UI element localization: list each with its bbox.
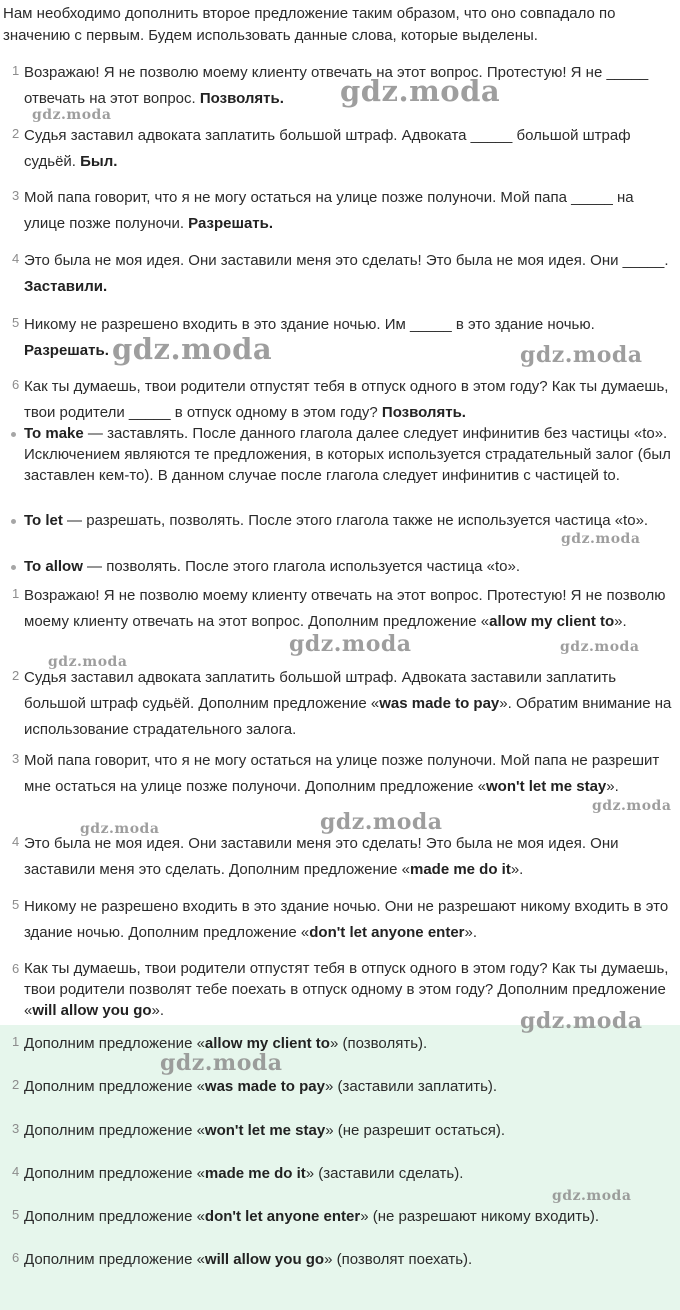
watermark: gdz.moda — [592, 798, 672, 814]
task-item — [0, 312, 674, 368]
answer-number: 2 — [12, 1077, 20, 1092]
explanation-item: 2 Судья заставил адвоката заплатить большой штраф. Адвоката заставили заплатить большой штраф судьёй. Дополним предложение «was made to pay». Обратим внимание на использование страдательного залога. — [0, 665, 674, 743]
task-number: 3 — [12, 188, 20, 203]
bullet-dot-icon — [11, 565, 16, 570]
answer-item: 3 Дополним предложение «won't let me stay» (не разрешит остаться). — [0, 1118, 674, 1144]
answer-phrase: don't let anyone enter — [309, 924, 465, 941]
task-item — [0, 60, 674, 112]
answer-item: 2 Дополним предложение «was made to pay» (заставили заплатить). — [0, 1074, 674, 1100]
task-number: 4 — [12, 251, 20, 266]
task-item — [0, 123, 674, 175]
rule-text: — позволять. После этого глагола используется частица «to». — [82, 558, 520, 575]
watermark: gdz.moda — [552, 1188, 632, 1204]
watermark: gdz.moda — [520, 342, 643, 368]
answer-item: 1 Дополним предложение «allow my client to» (позволять). — [0, 1031, 674, 1057]
rule-text: — разрешать, позволять. После этого глагола также не используется частица «to». — [62, 512, 649, 529]
intro-text: Нам необходимо дополнить второе предложение таким образом, что оно совпадало по значению с первым. Будем использовать данные слова, которые выделены. — [3, 5, 616, 44]
answer-phrase: won't let me stay — [486, 778, 607, 795]
task-keyword: Позволять. — [199, 90, 284, 107]
task-text: Мой папа говорит, что я не могу остаться на улице позже полуночи. Мой папа _____ на улице позже полуночи. — [24, 189, 634, 232]
watermark: gdz.moda — [340, 74, 501, 108]
explanation-item: 6 Как ты думаешь, твои родители отпустят тебя в отпуск одного в этом году? Как ты думаешь, твои родители позволят тебе поехать в отпуск одному в этом году? Дополним предложение «will allow you go». — [12, 960, 669, 1019]
answer-number: 3 — [12, 1121, 20, 1136]
task-number: 2 — [12, 126, 20, 141]
answer-phrase: won't let me stay — [204, 1122, 326, 1139]
explanation-number: 3 — [12, 751, 20, 766]
rule-term: To allow — [24, 558, 83, 575]
answer-phrase: made me do it — [409, 861, 511, 878]
explanation-number: 2 — [12, 668, 20, 683]
task-item — [0, 374, 674, 426]
answer-phrase: will allow you go — [32, 1002, 152, 1019]
task-keyword: Разрешать. — [24, 342, 109, 359]
task-text: Это была не моя идея. Они заставили меня это сделать! Это была не моя идея. Они _____. — [24, 252, 669, 269]
watermark: gdz.moda — [561, 531, 641, 547]
explanation-number: 1 — [12, 586, 20, 601]
task-text: Никому не разрешено входить в это здание ночью. Им _____ в это здание ночью. — [24, 316, 595, 333]
bullet-dot-icon — [11, 432, 16, 437]
watermark: gdz.moda — [32, 107, 112, 123]
watermark: gdz.moda — [289, 631, 412, 657]
answer-phrase: made me do it — [204, 1165, 306, 1182]
bullet-dot-icon — [11, 519, 16, 524]
rule-item — [0, 423, 674, 486]
explanation-number: 4 — [12, 834, 20, 849]
task-keyword: Был. — [80, 153, 118, 170]
rule-text: — заставлять. После данного глагола далее следует инфинитив без частицы «to». Исключением являются те предложения, в которых используется страдательный залог (был заставлен кем-то). В данном случае после глагола следует инфинитив с частицей to. — [24, 425, 671, 484]
answer-phrase: allow my client to — [204, 1035, 330, 1052]
answer-item: 6 Дополним предложение «will allow you go» (позволят поехать). — [0, 1247, 674, 1273]
explanation-item: 5 Никому не разрешено входить в это здание ночью. Они не разрешают никому входить в это здание ночью. Дополним предложение «don't let anyone enter». — [0, 894, 674, 946]
answer-number: 5 — [12, 1207, 20, 1222]
watermark: gdz.moda — [112, 332, 273, 366]
task-item — [0, 185, 674, 237]
watermark: gdz.moda — [80, 821, 160, 837]
rule-item — [0, 510, 674, 531]
answer-number: 1 — [12, 1034, 20, 1049]
task-keyword: Позволять. — [381, 404, 466, 421]
task-text: Как ты думаешь, твои родители отпустят тебя в отпуск одного в этом году? Как ты думаешь, твои родители _____ в отпуск одному в этом году? — [24, 378, 669, 421]
answer-phrase: allow my client to — [489, 613, 615, 630]
answer-item: 5 Дополним предложение «don't let anyone enter» (не разрешают никому входить). — [0, 1204, 674, 1230]
rule-item — [0, 556, 674, 577]
task-text: Судья заставил адвоката заплатить большой штраф. Адвоката _____ большой штраф судьёй. — [24, 127, 631, 170]
watermark: gdz.moda — [160, 1050, 283, 1076]
task-keyword: Заставили. — [24, 278, 108, 295]
watermark: gdz.moda — [560, 639, 640, 655]
rule-term: To make — [24, 425, 84, 442]
answer-number: 4 — [12, 1164, 20, 1179]
explanation-item: 1 Возражаю! Я не позволю моему клиенту отвечать на этот вопрос. Протестую! Я не позволю моему клиенту отвечать на этот вопрос. Дополним предложение «allow my client to». — [0, 583, 674, 635]
answer-phrase: will allow you go — [204, 1251, 325, 1268]
explanation-item: 4 Это была не моя идея. Они заставили меня это сделать! Это была не моя идея. Они заставили меня это сделать. Дополним предложение «made me do it». — [0, 831, 674, 883]
rule-term: To let — [24, 512, 63, 529]
answer-item: 4 Дополним предложение «made me do it» (заставили сделать). — [0, 1161, 674, 1187]
task-number: 1 — [12, 63, 20, 78]
watermark: gdz.moda — [520, 1008, 643, 1034]
task-keyword: Разрешать. — [188, 215, 274, 232]
watermark: gdz.moda — [48, 654, 128, 670]
task-number: 6 — [12, 377, 20, 392]
task-number: 5 — [12, 315, 20, 330]
answer-number: 6 — [12, 1250, 20, 1265]
task-item — [0, 248, 674, 300]
explanation-item: 3 Мой папа говорит, что я не могу остаться на улице позже полуночи. Мой папа не разрешит мне остаться на улице позже полуночи. Дополним предложение «won't let me stay». — [0, 748, 674, 800]
explanation-number: 5 — [12, 897, 20, 912]
watermark: gdz.moda — [320, 809, 443, 835]
explanation-number: 6 — [12, 961, 20, 976]
answer-phrase: was made to pay — [204, 1078, 325, 1095]
answer-phrase: was made to pay — [379, 695, 500, 712]
answer-phrase: don't let anyone enter — [204, 1208, 361, 1225]
task-text: Возражаю! Я не позволю моему клиенту отвечать на этот вопрос. Протестую! Я не _____ отвечать на этот вопрос. — [24, 64, 649, 107]
